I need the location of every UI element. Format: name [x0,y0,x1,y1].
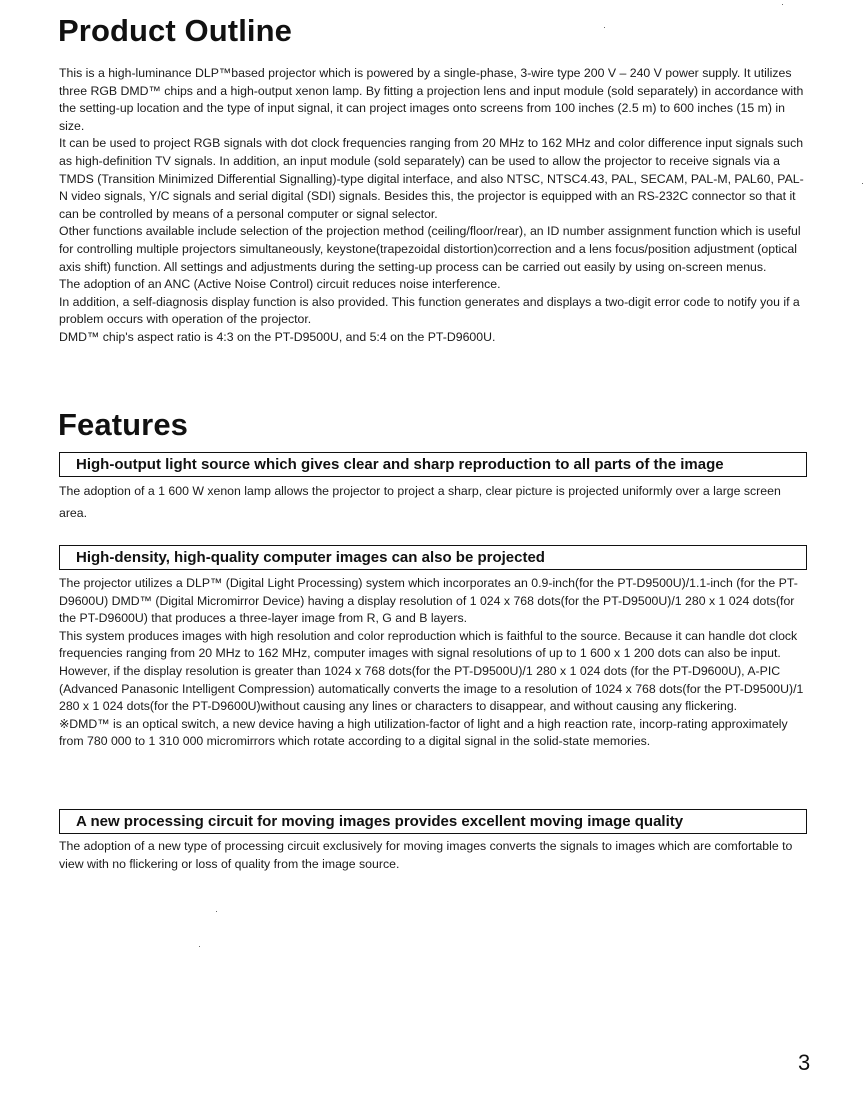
feature-paragraph: ※DMD™ is an optical switch, a new device having a high utilization-factor of light and a high reaction rate, incorp-rating approximately from 780 000 to 1 310 000 micromirrors which rotate according to a digital signal in the solid-state memories. [59,716,788,749]
feature-paragraph: This system produces images with high resolution and color reproduction which is faithful to the source. Because it can handle dot clock frequencies ranging from 20 MHz to 162 MHz, computer images with signal resolutions of up to 1 600 x 1 200 dots can also be input. However, if the display resolution is greater than 1024 x 768 dots(for the PT-D9500U)/1 280 x 1 024 dots (for the PT-D9600U), A-PIC (Advanced Panasonic Intelligent Compression) automatically converts the image to a resolution of 1024 x 768 dots(for the PT-D9500U)/1 280 x 1 024 dots(for the PT-D9600U)without causing any lines or characters to disappear, and without causing any flickering. [59,628,804,714]
product-outline-body [59,65,809,347]
feature-paragraph: The adoption of a new type of processing circuit exclusively for moving images converts the signals to images which are comfortable to view with no flickering or loss of quality from the image source. [59,839,793,871]
feature-heading: A new processing circuit for moving images provides excellent moving image quality [76,813,684,830]
outline-paragraph: This is a high-luminance DLP™based projector which is powered by a single-phase, 3-wire type 200 V – 240 V power supply. It utilizes three RGB DMD™ chips and a high-output xenon lamp. By fitting a projection lens and input module (sold separately) in accordance with the setting-up location and the type of input signal, it can project images onto screens from 100 inches (2.5 m) to 600 inches (15 m) in size. [59,66,804,133]
product-outline-title: Product Outline [58,13,292,48]
page-number: 3 [798,1050,811,1075]
feature-paragraph: The projector utilizes a DLP™ (Digital Light Processing) system which incorporates an 0.9-inch(for the PT-D9500U)/1.1-inch (for the PT-D9600U) DMD™ (Digital Micromirror Device) having a display resolution of 1 024 x 768 dots(for the PT-D9500U)/1 280 x 1 024 dots(for the PT-D9600U) that produces a three-layer image from R, G and B layers. [59,576,798,626]
scan-speck [782,4,783,5]
feature-description [59,575,809,751]
feature-heading-box [59,545,807,570]
features-title: Features [58,407,189,442]
scan-speck [199,946,200,947]
feature-heading-box [59,809,807,834]
scan-speck [862,183,863,184]
feature-heading: High-output light source which gives clear and sharp reproduction to all parts of the image [76,456,724,473]
outline-paragraph: It can be used to project RGB signals with dot clock frequencies ranging from 20 MHz to 162 MHz and color difference input signals such as high-definition TV signals. In addition, an input module (sold separately) can be used to allow the projector to receive signals via a TMDS (Transition Minimized Differential Signalling)-type digital interface, and also NTSC, NTSC4.43, PAL, SECAM, PAL-M, PAL60, PAL-N video signals, Y/C signals and serial digital (SDI) signals. Besides this, the projector is equipped with an RS-232C connector so that it can be controlled by means of a personal computer or signal selector. [59,136,804,221]
scan-speck [604,27,605,28]
outline-paragraph: Other functions available include selection of the projection method (ceiling/floor/rear), an ID number assignment function which is useful for controlling multiple projectors simultaneously, keystone(trapezoidal distortion)correction and a lens focus/position adjustment (optical axis shift) function. All settings and adjustments during the setting-up process can be carried out easily by using on-screen menus. [59,224,801,274]
feature-heading: High-density, high-quality computer images can also be projected [76,549,545,566]
feature-heading-box [59,452,807,477]
feature-paragraph: The adoption of a 1 600 W xenon lamp allows the projector to project a sharp, clear picture is projected uniformly over a large screen area. [59,484,781,520]
outline-paragraph: In addition, a self-diagnosis display function is also provided. This function generates and displays a two-digit error code to notify you if a problem occurs with operation of the projector. [59,294,800,327]
feature-description [59,480,809,524]
outline-paragraph: The adoption of an ANC (Active Noise Control) circuit reduces noise interference. [59,277,501,292]
feature-description [59,838,809,873]
scan-speck [216,911,217,912]
outline-paragraph: DMD™ chip's aspect ratio is 4:3 on the PT-D9500U, and 5:4 on the PT-D9600U. [59,329,496,344]
